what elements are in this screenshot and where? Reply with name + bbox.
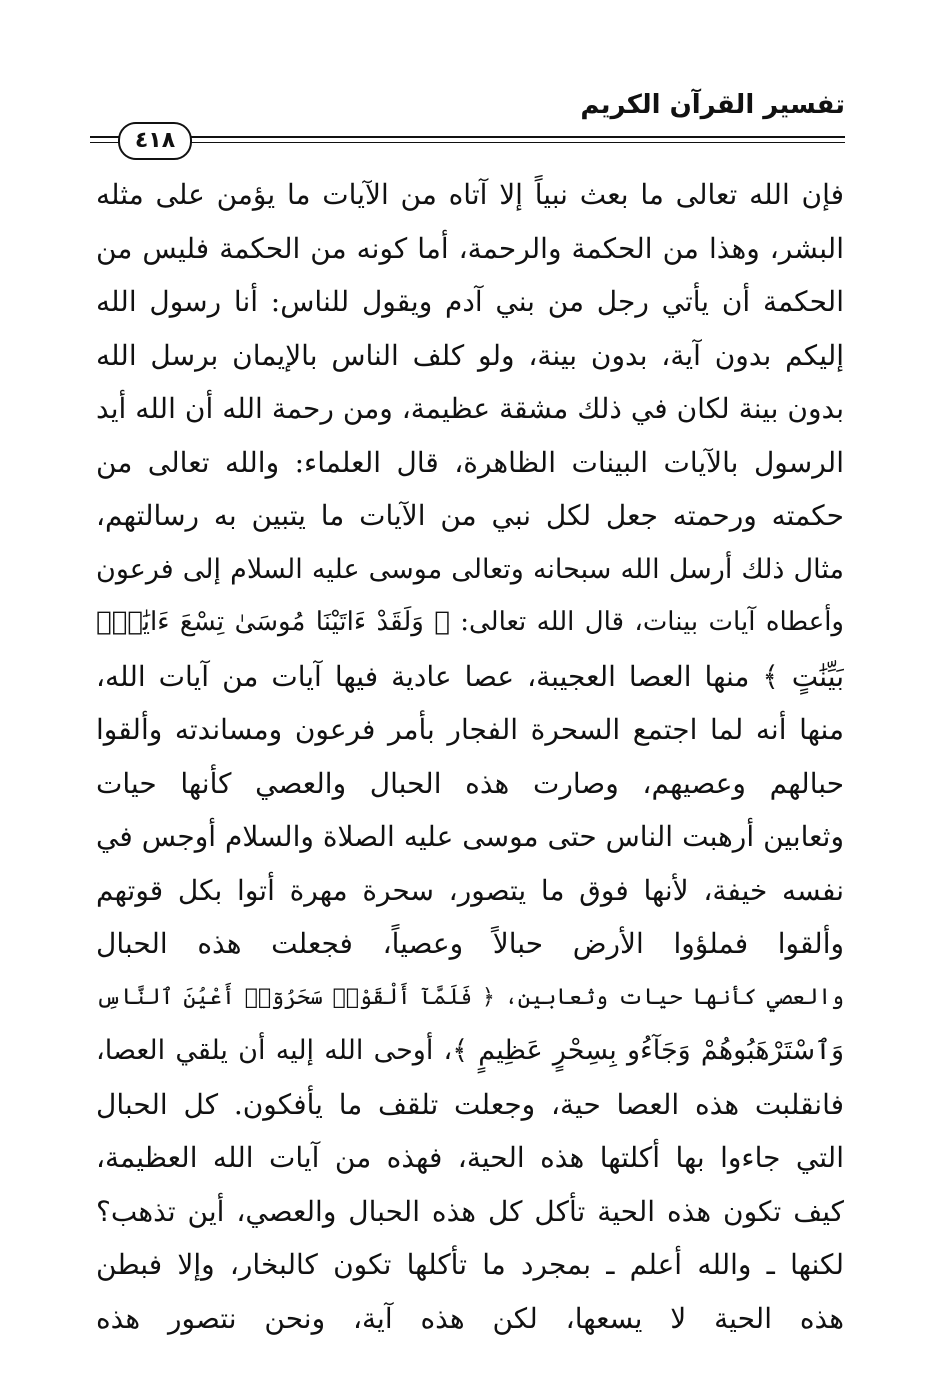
text-line: مثال ذلك أرسل الله سبحانه وتعالى موسى عليه السلام إلى فرعون: [96, 553, 844, 585]
text-line: بَيِّنَٰتٍ ﴾ منها العصا العجيبة، عصا عادية فيها آيات من آيات الله،: [96, 659, 844, 693]
text-line: وألقوا فملؤوا الأرض حبالاً وعصياً، فجعلت هذه الحبال: [96, 927, 844, 960]
text-line: التي جاءوا بها أكلتها هذه الحية، فهذه من آيات الله العظيمة،: [96, 1141, 844, 1174]
header-rule: [90, 136, 845, 138]
book-title: تفسير القرآن الكريم: [580, 90, 845, 120]
header-rule-thin: [90, 142, 845, 143]
text-line: حكمته ورحمته جعل لكل نبي من الآيات ما يتبين به رسالتهم،: [96, 499, 844, 532]
text-line: الحكمة أن يأتي رجل من بني آدم ويقول للناس: أنا رسول الله: [96, 285, 844, 318]
text-line: كيف تكون هذه الحية تأكل كل هذه الحبال والعصي، أين تذهب؟: [96, 1194, 844, 1228]
page-header: [90, 84, 845, 154]
text-line: البشر، وهذا من الحكمة والرحمة، أما كونه من الحكمة فليس من: [96, 231, 844, 265]
text-line: فإن الله تعالى ما بعث نبياً إلا آتاه من الآيات ما يؤمن على مثله: [96, 178, 844, 211]
text-line: وأعطاه آيات بينات، قال الله تعالى: ﴿ وَلَقَدْ ءَاتَيْنَا مُوسَىٰ تِسْعَ ءَايَٰتٍۭ: [96, 607, 844, 637]
text-line: الرسول بالآيات البينات الظاهرة، قال العلماء: والله تعالى من: [96, 445, 844, 479]
text-line: حبالهم وعصيهم، وصارت هذه الحبال والعصي كأنها حيات: [96, 766, 844, 800]
text-line: وَٱسْتَرْهَبُوهُمْ وَجَآءُو بِسِحْرٍ عَظِيمٍ ﴾، أوحى الله إليه أن يلقي العصا،: [96, 1035, 844, 1066]
text-line: وثعابين أرهبت الناس حتى موسى عليه الصلاة والسلام أوجس في: [96, 820, 844, 853]
text-line: فانقلبت هذه العصا حية، وجعلت تلقف ما يأفكون. كل الحبال: [96, 1087, 844, 1121]
text-line: هذه الحية لا يسعها، لكن هذه آية، ونحن نتصور هذه: [96, 1301, 844, 1335]
page-number-badge: ٤١٨: [118, 122, 192, 160]
text-line: والعصي كأنها حيات وثعابين، ﴿ فَلَمَّآ أَلْقَوْا۟ سَحَرُوٓا۟ أَعْيُنَ ٱلنَّاسِ: [96, 984, 844, 1010]
page-body: [96, 168, 844, 1345]
text-line: لكنها ـ والله أعلم ـ بمجرد ما تأكلها تكون كالبخار، وإلا فبطن: [96, 1248, 844, 1281]
text-line: منها أنه لما اجتمع السحرة الفجار بأمر فرعون ومساندته وألقوا: [96, 713, 844, 746]
text-line: نفسه خيفة، لأنها فوق ما يتصور، سحرة مهرة أتوا بكل قوتهم: [96, 873, 844, 907]
text-line: بدون بينة لكان في ذلك مشقة عظيمة، ومن رحمة الله أن الله أيد: [96, 392, 844, 425]
text-line: إليكم بدون آية، بدون بينة، ولو كلف الناس بالإيمان برسل الله: [96, 338, 844, 372]
